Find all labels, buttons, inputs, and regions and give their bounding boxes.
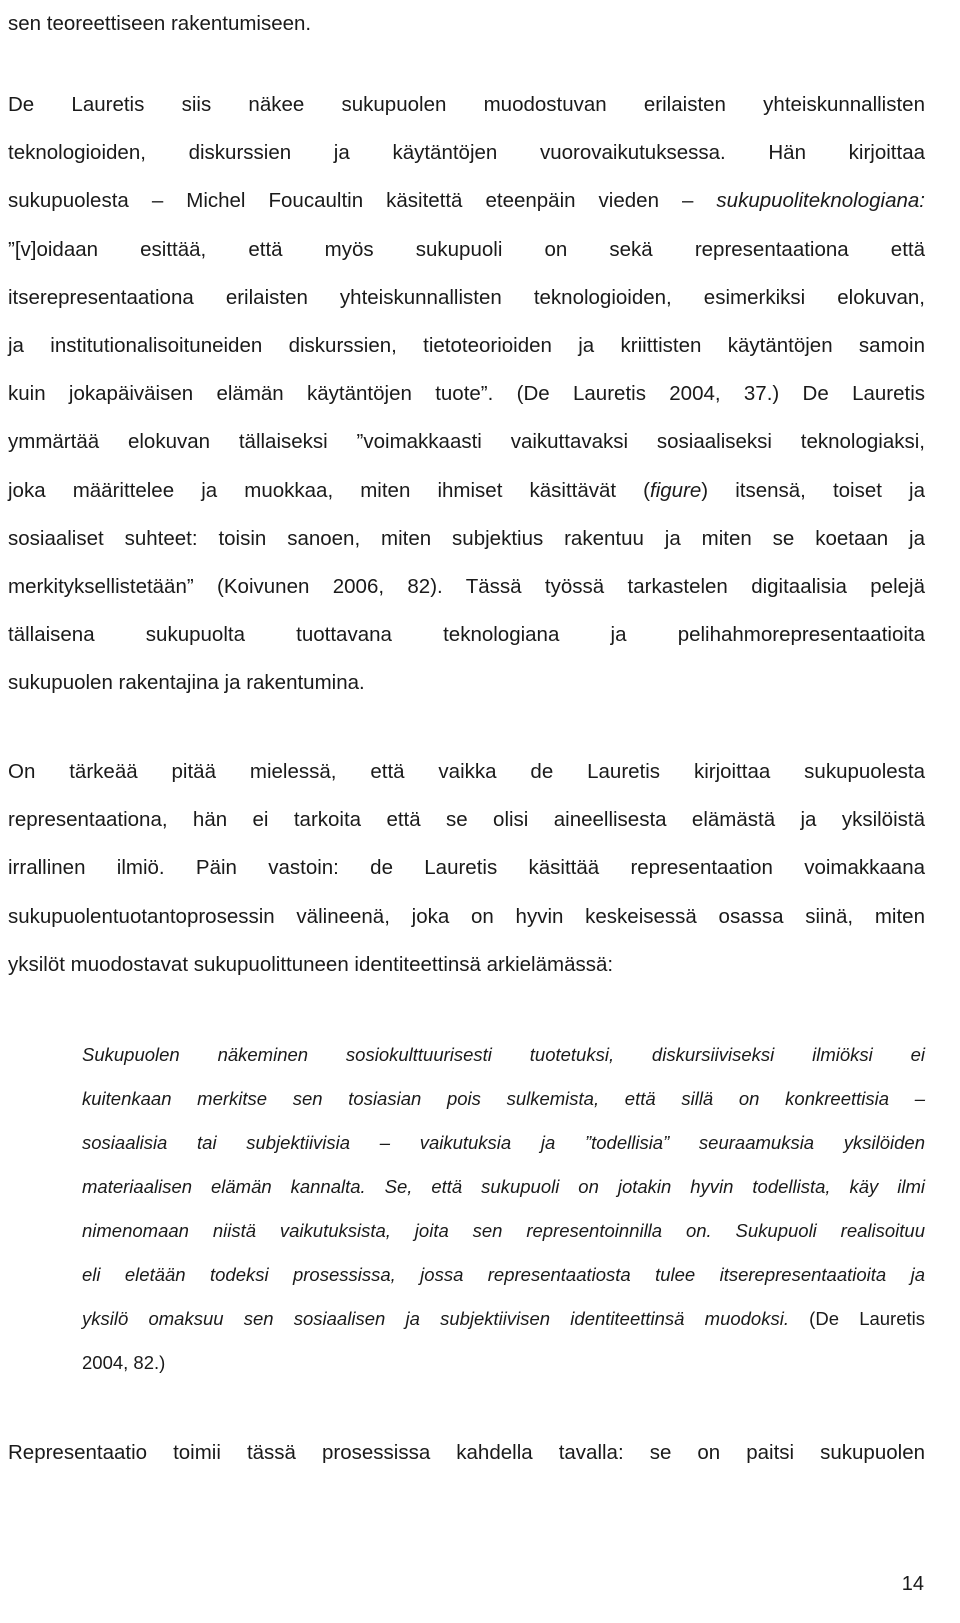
quote-text: Sukupuolen näkeminen sosiokulttuurisesti tuotetuksi, diskursiiviseksi ilmiöksi ei [82,1044,925,1065]
page-number: 14 [901,1573,924,1595]
text-run: sukupuolesta – Michel Foucaultin käsitettä eteenpäin vieden – [8,189,717,213]
quote-line [82,1033,925,1077]
quote-line [82,1253,925,1297]
quote-citation-line: 2004, 82.) [82,1352,166,1373]
quote-text: materiaalisen elämän kannalta. Se, että sukupuoli on jotakin hyvin todellista, käy ilmi [82,1176,925,1197]
text-line: On tärkeää pitää mielessä, että vaikka de Lauretis kirjoittaa sukupuolesta [8,760,925,783]
text-line [8,467,925,515]
text-line: ”[v]oidaan esittää, että myös sukupuoli on sekä representaationa että [8,237,925,261]
text-line: ymmärtää elokuvan tällaiseksi ”voimakkaasti vaikuttavaksi sosiaaliseksi teknologiaksi, [8,430,925,454]
body-paragraph-3 [8,1429,925,1477]
body-paragraph-2 [8,748,925,989]
quote-line [82,1209,925,1253]
text-line: tällaisena sukupuolta tuottavana teknologiana ja pelihahmorepresentaatioita [8,623,925,647]
text-line: sukupuolen rakentajina ja rakentumina. [8,671,365,695]
quote-text: nimenomaan niistä vaikutuksista, joita sen representoinnilla on. Sukupuoli realisoituu [82,1220,925,1241]
text-line: sosiaaliset suhteet: toisin sanoen, miten subjektius rakentuu ja miten se koetaan ja [8,526,925,550]
citation-text: (De Lauretis [788,1308,926,1329]
italic-term: figure [650,478,702,502]
top-fragment-paragraph [8,0,925,48]
text-line: kuin jokapäiväisen elämän käytäntöjen tuote”. (De Lauretis 2004, 37.) De Lauretis [8,382,925,406]
text-line: sukupuolentuotantoprosessin välineenä, joka on hyvin keskeisessä osassa siinä, miten [8,904,925,928]
quote-line [82,1297,925,1341]
text-line: teknologioiden, diskurssien ja käytäntöjen vuorovaikutuksessa. Hän kirjoittaa [8,141,925,165]
text-line: ja institutionalisoituneiden diskurssien, tietoteorioiden ja kriittisten käytäntöjen samoin [8,334,925,358]
quote-text: sosiaalisia tai subjektiivisia – vaikutuksia ja ”todellisia” seuraamuksia yksilöiden [82,1132,925,1153]
quote-line [82,1165,925,1209]
text-run: joka määrittelee ja muokkaa, miten ihmiset käsittävät ( [8,478,651,502]
text-line [8,177,925,225]
text-line: itserepresentaationa erilaisten yhteiskunnallisten teknologioiden, esimerkiksi elokuvan, [8,285,925,309]
text-line: De Lauretis siis näkee sukupuolen muodostuvan erilaisten yhteiskunnallisten [8,93,925,116]
block-quote [82,1033,925,1385]
quote-text: yksilö omaksuu sen sosiaalisen ja subjektiivisen identiteettinsä muodoksi. [82,1308,789,1329]
text-line: representaationa, hän ei tarkoita että se olisi aineellisesta elämästä ja yksilöistä [8,808,925,832]
text-line: yksilöt muodostavat sukupuolittuneen identiteettinsä arkielämässä: [8,952,614,976]
quote-text: kuitenkaan merkitse sen tosiasian pois sulkemista, että sillä on konkreettisia – [82,1088,925,1109]
text-line: merkityksellistetään” (Koivunen 2006, 82). Tässä työssä tarkastelen digitaalisia pelejä [8,575,925,599]
text-line: Representaatio toimii tässä prosessissa kahdella tavalla: se on paitsi sukupuolen [8,1441,925,1464]
text-run: ) itsensä, toiset ja [701,478,926,502]
quote-text: eli eletään todeksi prosessissa, jossa representaatiosta tulee itserepresentaatioita ja [82,1264,925,1285]
italic-term: sukupuoliteknologiana: [716,189,925,213]
quote-line [82,1077,925,1121]
text-line: sen teoreettiseen rakentumiseen. [8,12,312,35]
body-paragraph-1 [8,81,925,708]
quote-line [82,1121,925,1165]
text-line: irrallinen ilmiö. Päin vastoin: de Lauretis käsittää representaation voimakkaana [8,856,925,880]
